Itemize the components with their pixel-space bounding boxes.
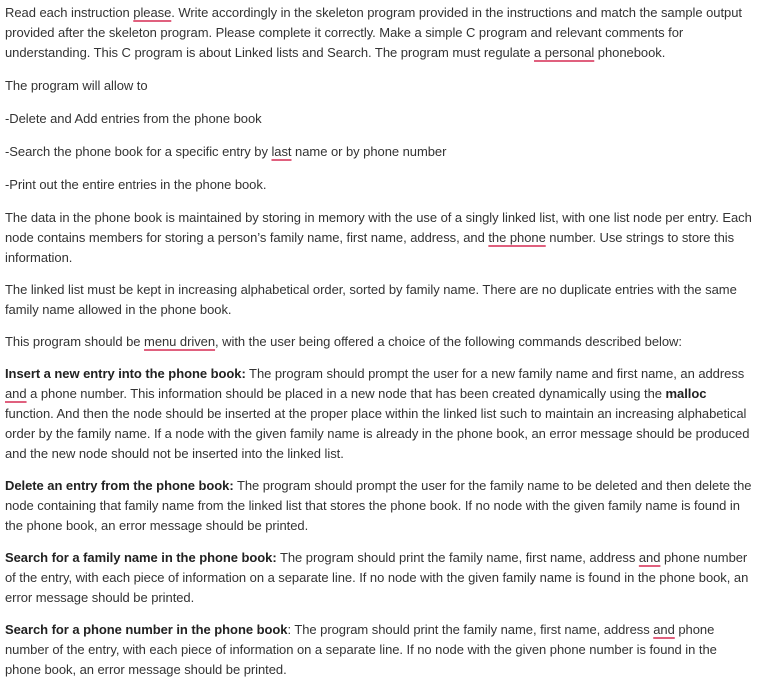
bullet-delete-add: -Delete and Add entries from the phone book — [5, 111, 262, 126]
text-run: name or by phone number — [291, 144, 447, 159]
spellcheck-word: and — [5, 386, 27, 401]
bullet-print: -Print out the entire entries in the phone book. — [5, 177, 267, 192]
search-phone-heading: Search for a phone number in the phone book — [5, 622, 288, 637]
text-run: number. Use strings to store this information. — [5, 230, 735, 265]
search-phone-paragraph — [5, 620, 756, 680]
sorting-paragraph: The linked list must be kept in increasing alphabetical order, sorted by family name. There are no duplicate entries with the same family name allowed in the phone book. — [5, 282, 737, 317]
intro-paragraph — [5, 3, 756, 63]
text-run: This program should be — [5, 334, 145, 349]
text-run: phone number of the entry, with each piece of information on a separate line. If no node with the given family name is found in the phone book, an error message should be printed. — [5, 550, 749, 605]
insert-entry-paragraph — [5, 364, 756, 464]
spellcheck-word: and — [653, 622, 675, 637]
text-run: phone number of the entry, with each piece of information on a separate line. If no node with the given phone number is found in the phone book, an error message should be printed. — [5, 622, 717, 677]
delete-heading: Delete an entry from the phone book: — [5, 478, 234, 493]
search-family-heading: Search for a family name in the phone book: — [5, 550, 277, 565]
bullet-search — [5, 142, 756, 162]
text-run: -Search the phone book for a specific entry by — [5, 144, 272, 159]
spellcheck-word: please — [133, 5, 172, 20]
spellcheck-word: menu driven — [144, 334, 216, 349]
insert-heading: Insert a new entry into the phone book: — [5, 366, 246, 381]
text-run: a phone number. This information should be placed in a new node that has been created dynamically using the — [26, 386, 666, 401]
text-run: The data in the phone book is maintained by storing in memory with the use of a singly linked list, with one list node per entry. Each node contains members for storing a person’s family name, first name, address, and — [5, 210, 752, 245]
text-run: function. And then the node should be inserted at the proper place within the linked list such to maintain an increasing alphabetical order by the family name. If a node with the given family name is already in the phone book, an error message should be produced and the new node should not be inserted into the linked list. — [5, 406, 750, 461]
text-run: phonebook. — [594, 45, 666, 60]
menu-paragraph — [5, 332, 756, 352]
text-run: The program should prompt the user for a new family name and first name, an address — [245, 366, 745, 381]
text-run: . Write accordingly in the skeleton program provided in the instructions and match the sample output provided after the skeleton program. Please complete it correctly. Make a simple C program and relevant comments for understanding. This C program is about Linked lists and Search. The program must regulate — [5, 5, 742, 60]
spellcheck-word: last — [271, 144, 292, 159]
search-family-paragraph — [5, 548, 756, 608]
allow-heading: The program will allow to — [5, 78, 148, 93]
text-run: The program should prompt the user for the family name to be deleted and then delete the node containing that family name from the linked list that stores the phone book. If no node with the given family name is found in the phone book, an error message should be printed. — [5, 478, 752, 533]
malloc-keyword: malloc — [665, 386, 707, 401]
text-run: , with the user being offered a choice of the following commands described below: — [215, 334, 682, 349]
spellcheck-word: the phone — [488, 230, 546, 245]
text-run: : The program should print the family name, first name, address — [287, 622, 654, 637]
spellcheck-word: a personal — [534, 45, 595, 60]
text-run: The program should print the family name, first name, address — [276, 550, 639, 565]
text-run: Read each instruction — [5, 5, 134, 20]
data-paragraph — [5, 208, 756, 268]
delete-entry-paragraph — [5, 476, 756, 536]
spellcheck-word: and — [638, 550, 661, 565]
